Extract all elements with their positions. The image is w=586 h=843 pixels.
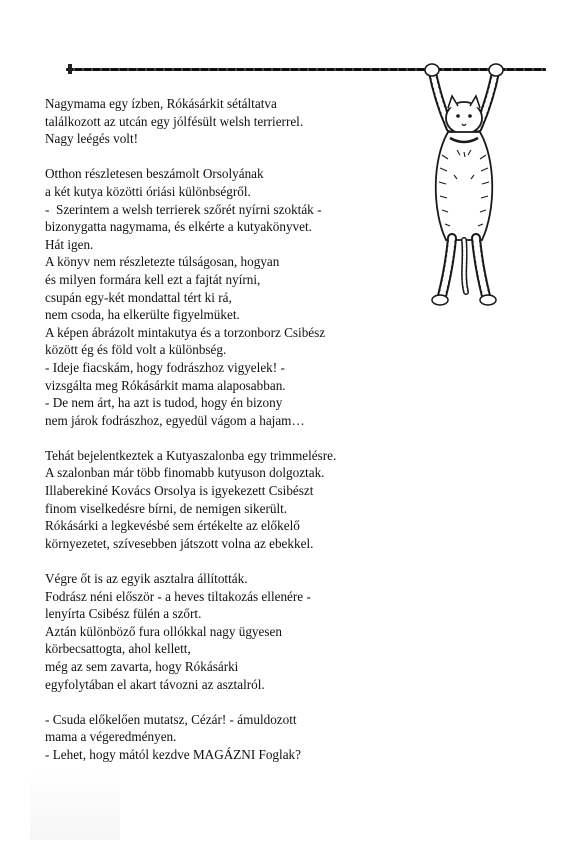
story-line: még az sem zavarta, hogy Rókásárki: [45, 659, 239, 674]
story-line: mama a végeredményen.: [45, 729, 177, 745]
story-paragraph: [45, 95, 465, 148]
story-line: Végre őt is az egyik asztalra állították.: [45, 571, 248, 587]
story-line: Otthon részletesen beszámolt Orsolyának: [45, 166, 264, 182]
story-line: találkozott az utcán egy jólfésült welsh terrierrel.: [45, 113, 304, 129]
scan-smudge: [30, 770, 120, 840]
story-line: és milyen formára kell ezt a fajtát nyírni,: [45, 271, 261, 287]
story-paragraph: [45, 165, 465, 429]
story-line: - Ideje fiacskám, hogy fodrászhoz vigyelek! -: [45, 359, 285, 375]
story-line: finom viselkedésre bírni, de nemigen sikerült.: [45, 500, 288, 516]
story-line: A szalonban már több finomabb kutyuson dolgoztak.: [45, 465, 325, 481]
story-line: Rókásárki a legkevésbé sem értékelte az előkelő: [45, 518, 300, 534]
story-paragraph: [45, 570, 465, 693]
story-line: Hát igen.: [45, 236, 94, 252]
story-line: A könyv nem részletezte túlságosan, hogyan: [45, 254, 280, 270]
story-line: - Csuda előkelően mutatsz, Cézár! - ámuldozott: [45, 711, 297, 727]
story-line: egyfolytában el akart távozni az asztalról.: [45, 676, 265, 692]
story-line: - Lehet, hogy mától kezdve MAGÁZNI Foglak?: [45, 746, 301, 762]
story-line: nem járok fodrászhoz, egyedül vágom a hajam…: [45, 412, 305, 428]
story-line: között ég és föld volt a különbség.: [45, 342, 227, 358]
story-line: vizsgálta meg Rókásárkit mama alaposabban.: [45, 377, 286, 393]
story-line: a két kutya közötti óriási különbségről.: [45, 183, 251, 199]
story-line: Illaberekiné Kovács Orsolya is igyekezett Csibészt: [45, 483, 314, 499]
story-line: lenyírta Csibész fülén a szőrt.: [45, 606, 202, 622]
story-line: Tehát bejelentkeztek a Kutyaszalonba egy trimmelésre.: [45, 447, 337, 463]
story-line: környezetet, szívesebben játszott volna az ebekkel.: [45, 535, 314, 551]
story-line: Nagy leégés volt!: [45, 131, 139, 147]
story-line: Nagymama egy ízben, Rókásárkit sétáltatva: [45, 96, 277, 111]
rail-end-mark: [68, 64, 72, 74]
story-line: körbecsattogta, ahol kellett,: [45, 641, 191, 657]
story-line: nem csoda, ha elkerülte figyelmüket.: [45, 307, 240, 323]
story-line: Aztán különböző fura ollókkal nagy ügyesen: [45, 623, 282, 639]
story-line: A képen ábrázolt mintakutya és a torzonborz Csibész: [45, 324, 326, 340]
story-paragraph: [45, 447, 465, 553]
story-line: bizonygatta nagymama, és elkérte a kutyakönyvet.: [45, 219, 312, 235]
story-text: [45, 95, 465, 781]
story-line: - Szerintem a welsh terrierek szőrét nyírni szokták -: [45, 201, 322, 217]
story-line: - De nem árt, ha azt is tudod, hogy én bizony: [45, 395, 283, 411]
story-line: Fodrász néni először - a heves tiltakozás ellenére -: [45, 588, 311, 604]
story-paragraph: [45, 711, 465, 764]
story-line: csupán egy-két mondattal tért ki rá,: [45, 289, 232, 305]
